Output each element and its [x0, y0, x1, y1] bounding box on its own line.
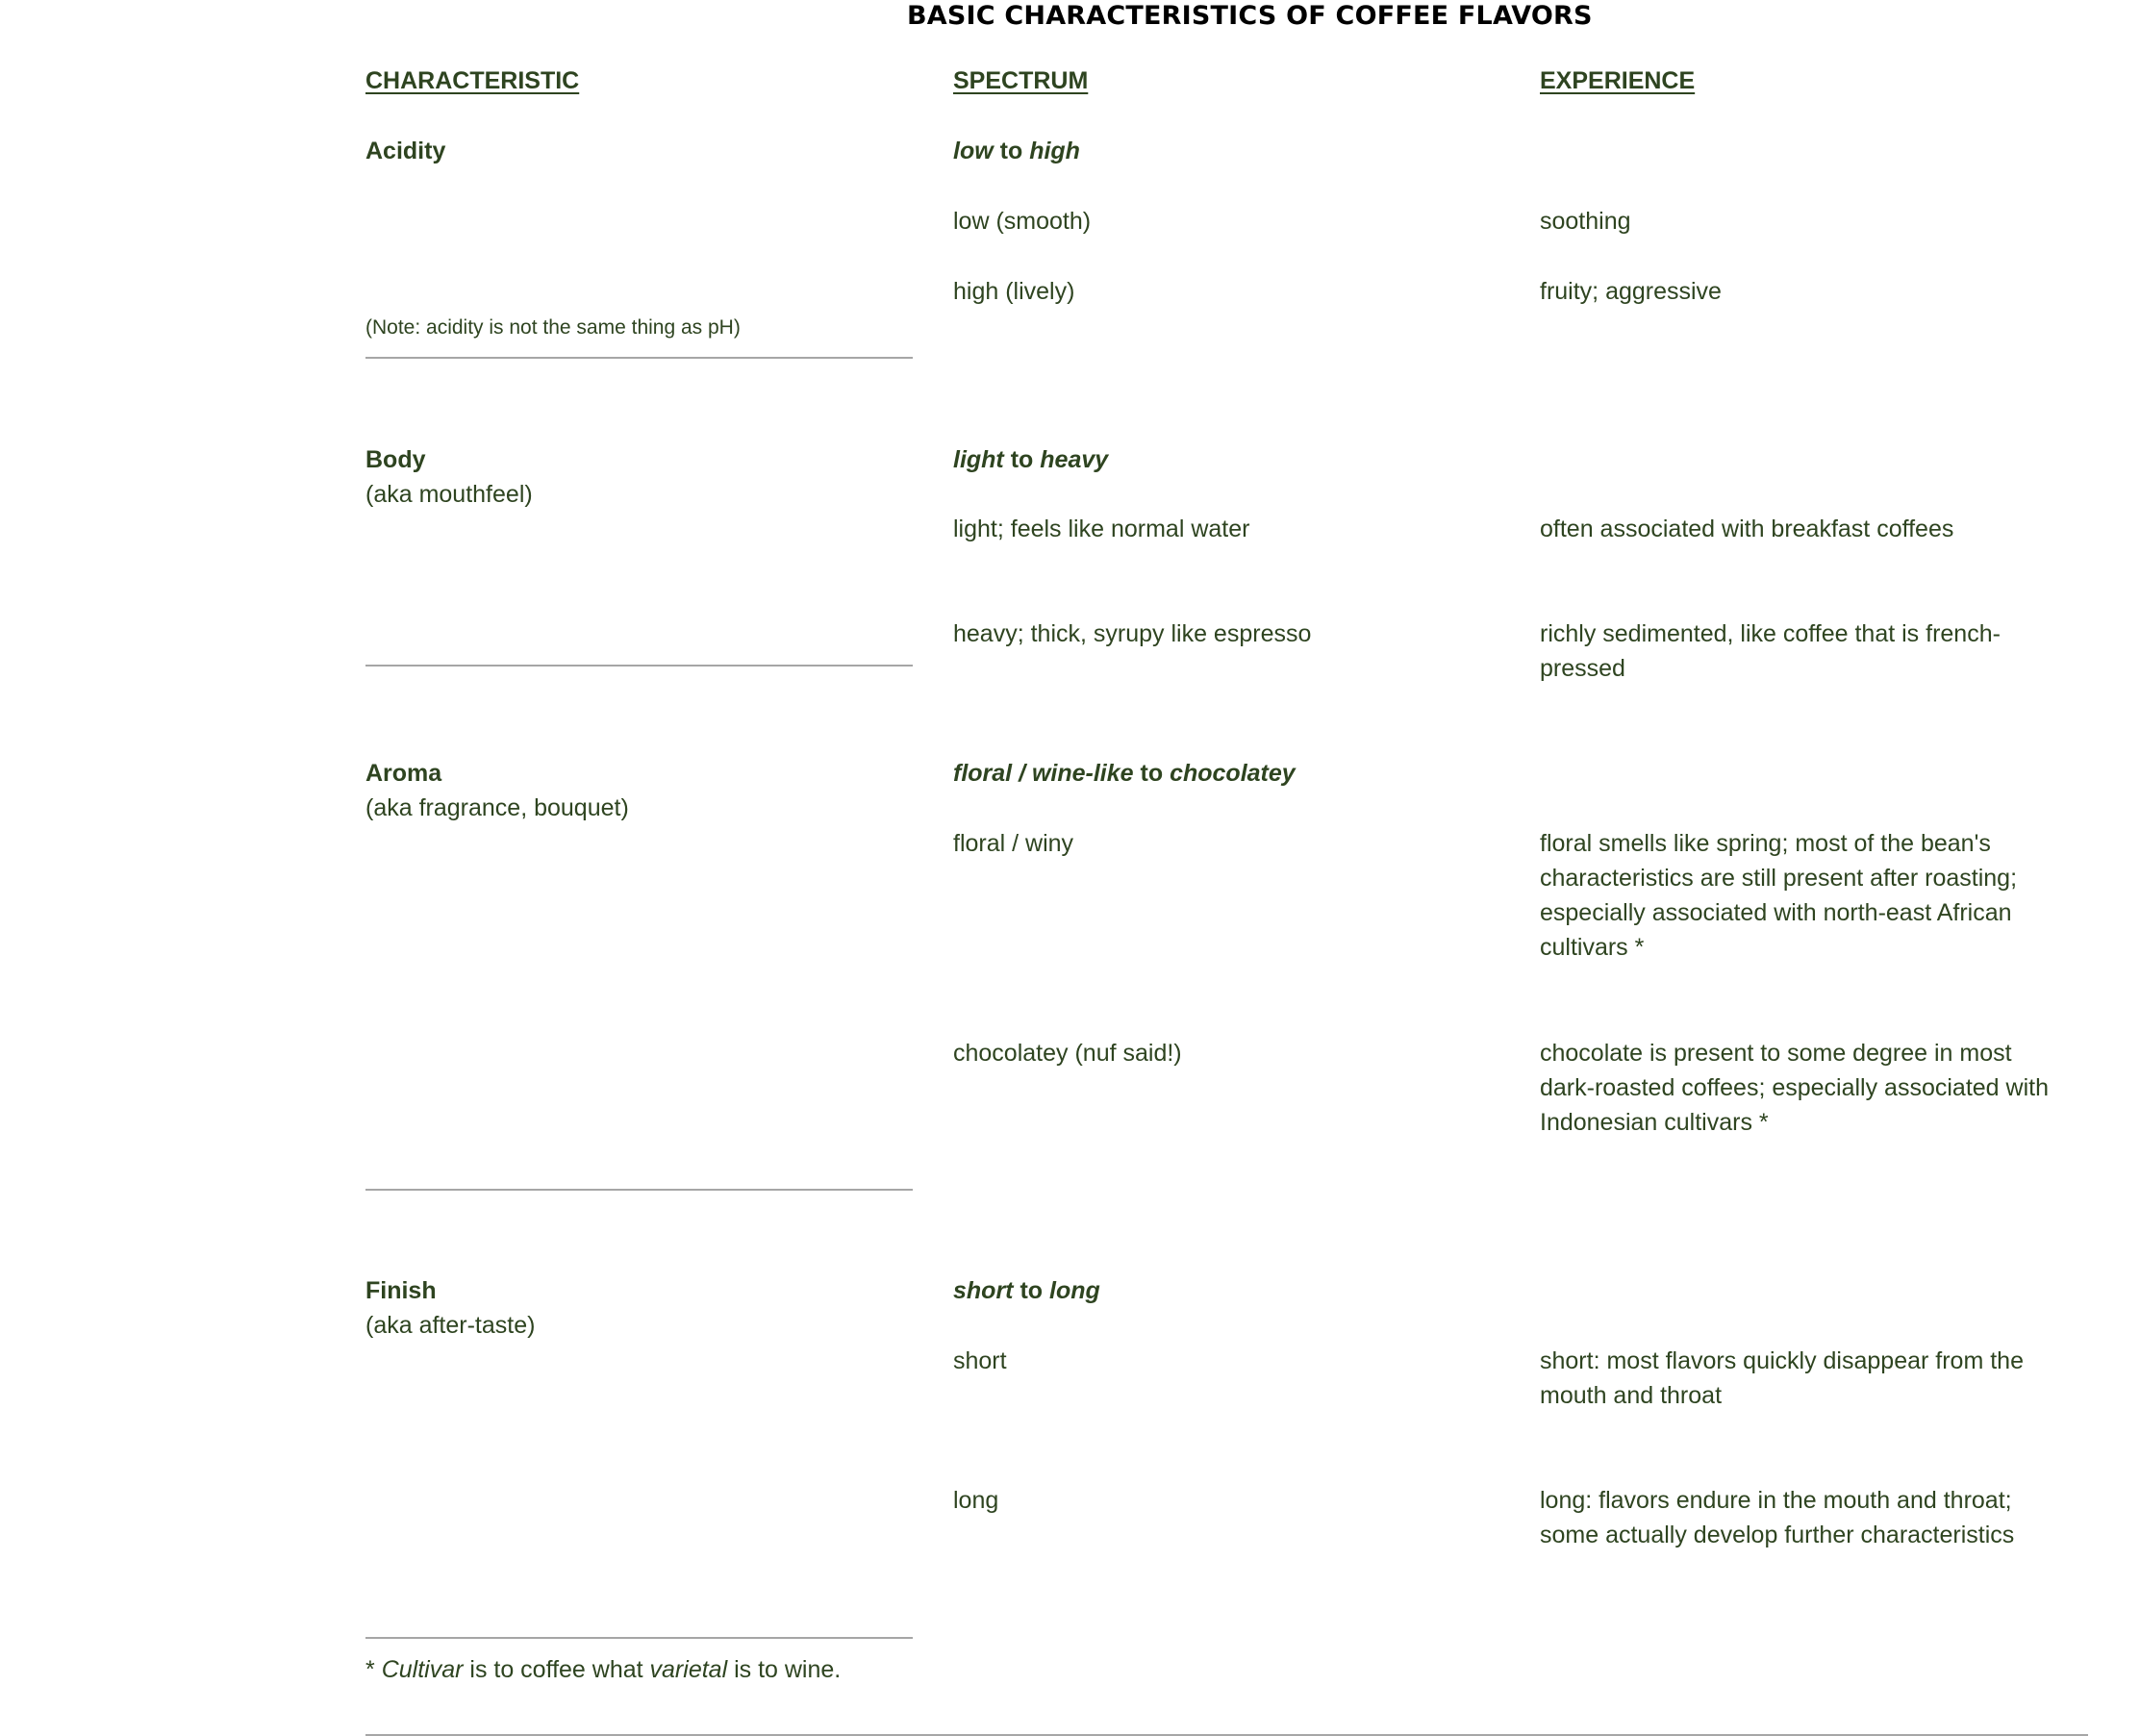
aroma-row1-spectrum: floral / winy: [953, 830, 1074, 857]
aroma-row2-experience-line2: dark-roasted coffees; especially associated with: [1540, 1074, 2049, 1101]
finish-row1-experience-line2: mouth and throat: [1540, 1382, 1723, 1409]
header-spectrum: SPECTRUM: [953, 67, 1089, 94]
aroma-spectrum: [953, 756, 1296, 791]
acidity-name: Acidity: [365, 138, 446, 164]
body-name: Body: [365, 446, 426, 473]
spectrum-to: high: [1029, 138, 1080, 164]
spectrum-to: chocolatey: [1170, 760, 1296, 787]
body-row1-spectrum: light; feels like normal water: [953, 516, 1250, 542]
spectrum-to-word: to: [1020, 1277, 1044, 1304]
aroma-aka: (aka fragrance, bouquet): [365, 794, 629, 821]
acidity-spectrum: [953, 134, 1080, 168]
aroma-row1-experience-line1: floral smells like spring; most of the bean's: [1540, 830, 1991, 857]
spectrum-to-word: to: [999, 138, 1023, 164]
section-divider: [365, 1189, 913, 1191]
finish-spectrum: [953, 1273, 1100, 1308]
aroma-name: Aroma: [365, 760, 442, 787]
acidity-note: (Note: acidity is not the same thing as pH): [365, 316, 741, 339]
aroma-row1-experience-line3: especially associated with north-east African: [1540, 899, 2012, 926]
aroma-row1-experience-line4: cultivars *: [1540, 934, 1645, 961]
finish-row2-experience-line2: some actually develop further characteristics: [1540, 1522, 2015, 1548]
finish-row1-spectrum: short: [953, 1347, 1007, 1374]
body-row2-experience-line1: richly sedimented, like coffee that is french-: [1540, 620, 2001, 647]
spectrum-from: low: [953, 138, 994, 164]
footnote-mid: is to coffee what: [463, 1656, 650, 1683]
acidity-row2-spectrum: high (lively): [953, 278, 1075, 305]
section-divider: [365, 1637, 913, 1639]
footnote-term: Cultivar: [381, 1656, 464, 1683]
spectrum-to: long: [1049, 1277, 1100, 1304]
section-divider: [365, 357, 913, 359]
acidity-row1-experience: soothing: [1540, 208, 1631, 235]
finish-aka: (aka after-taste): [365, 1312, 536, 1339]
aroma-row2-experience-line1: chocolate is present to some degree in most: [1540, 1040, 2012, 1067]
finish-row1-experience-line1: short: most flavors quickly disappear from the: [1540, 1347, 2024, 1374]
aroma-row1-experience-line2: characteristics are still present after roasting;: [1540, 865, 2018, 892]
footnote-end: is to wine.: [727, 1656, 842, 1683]
body-row2-spectrum: heavy; thick, syrupy like espresso: [953, 620, 1312, 647]
header-experience: EXPERIENCE: [1540, 67, 1696, 94]
body-aka: (aka mouthfeel): [365, 481, 533, 508]
page-title: BASIC CHARACTERISTICS OF COFFEE FLAVORS: [907, 1, 1593, 31]
spectrum-from: short: [953, 1277, 1014, 1304]
finish-row2-spectrum: long: [953, 1487, 999, 1514]
spectrum-from: light: [953, 446, 1004, 473]
aroma-row2-experience-line3: Indonesian cultivars *: [1540, 1109, 1769, 1136]
section-divider: [365, 665, 913, 667]
aroma-row2-spectrum: chocolatey (nuf said!): [953, 1040, 1182, 1067]
header-characteristic: CHARACTERISTIC: [365, 67, 580, 94]
spectrum-to-word: to: [1010, 446, 1034, 473]
finish-name: Finish: [365, 1277, 437, 1304]
footnote-term2: varietal: [649, 1656, 728, 1683]
acidity-row2-experience: fruity; aggressive: [1540, 278, 1722, 305]
acidity-row1-spectrum: low (smooth): [953, 208, 1092, 235]
spectrum-to: heavy: [1040, 446, 1109, 473]
body-row2-experience-line2: pressed: [1540, 655, 1625, 682]
body-spectrum: [953, 442, 1108, 477]
footnote: [365, 1652, 841, 1687]
footnote-star: *: [365, 1656, 382, 1683]
body-row1-experience: often associated with breakfast coffees: [1540, 516, 1954, 542]
finish-row2-experience-line1: long: flavors endure in the mouth and throat;: [1540, 1487, 2012, 1514]
spectrum-to-word: to: [1140, 760, 1164, 787]
spectrum-from: floral / wine-like: [953, 760, 1134, 787]
